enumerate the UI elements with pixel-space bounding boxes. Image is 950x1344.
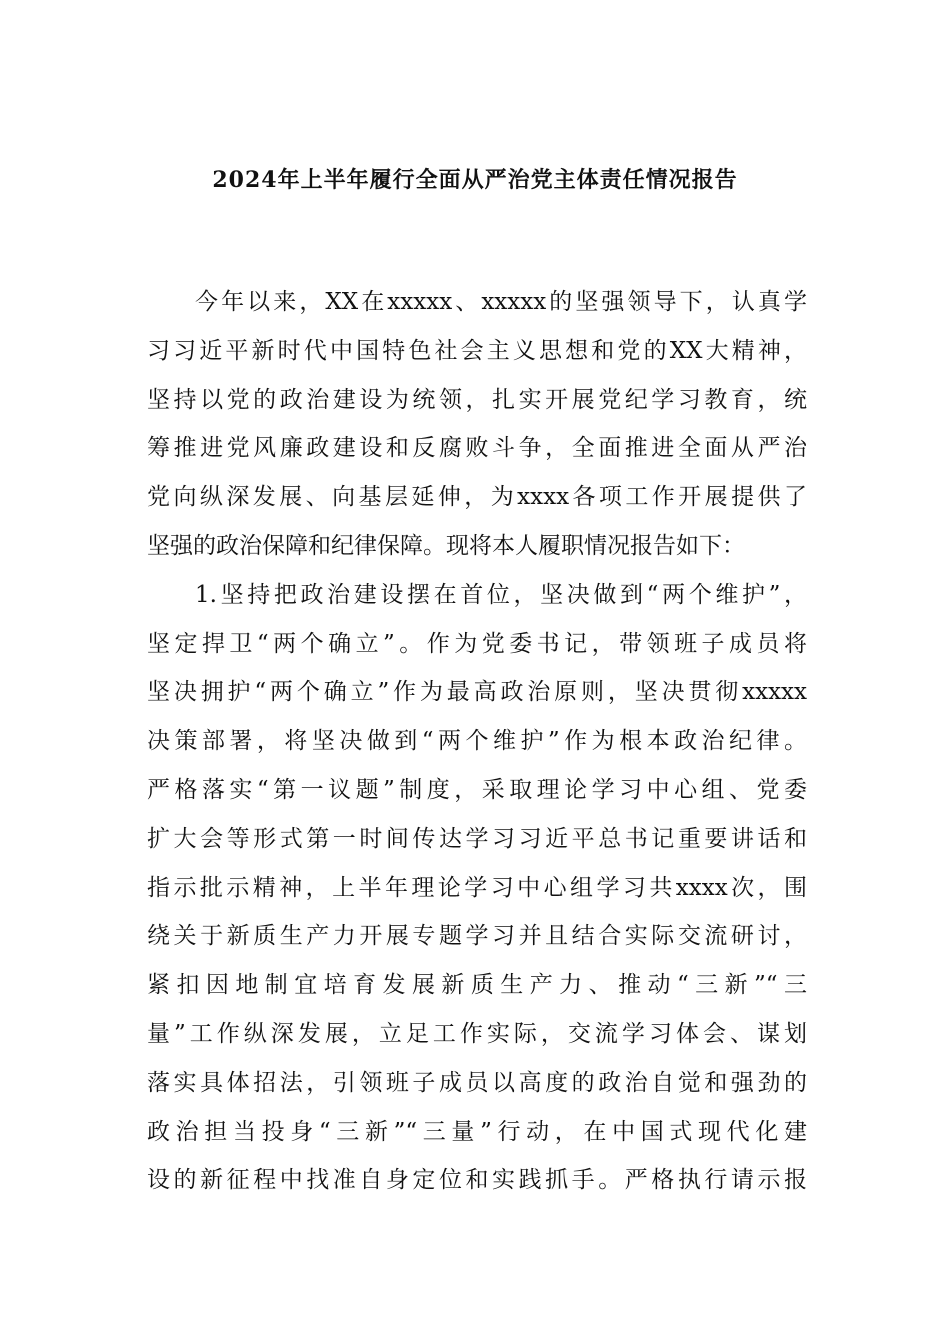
paragraph-line: 绕关于新质生产力开展专题学习并且结合实际交流研讨， xyxy=(147,923,807,950)
paragraph-line: 政治担当投身“三新”“三量”行动，在中国式现代化建 xyxy=(147,1118,807,1145)
paragraph-line: 筹推进党风廉政建设和反腐败斗争，全面推进全面从严治 xyxy=(147,435,807,462)
document-title: 2024年上半年履行全面从严治党主体责任情况报告 xyxy=(212,167,738,193)
paragraph-line: 坚强的政治保障和纪律保障。现将本人履职情况报告如下： xyxy=(147,532,745,559)
paragraph-line: 设的新征程中找准自身定位和实践抓手。严格执行请示报 xyxy=(147,1167,807,1194)
paragraph-line: 量”工作纵深发展，立足工作实际，交流学习体会、谋划 xyxy=(147,1020,807,1047)
paragraph-line: 紧扣因地制宜培育发展新质生产力、推动“三新”“三 xyxy=(147,972,807,999)
paragraph-line: 坚定捍卫“两个确立”。作为党委书记，带领班子成员将 xyxy=(147,630,807,657)
paragraph-line: 扩大会等形式第一时间传达学习习近平总书记重要讲话和 xyxy=(147,825,807,852)
paragraph-line: 严格落实“第一议题”制度，采取理论学习中心组、党委 xyxy=(147,776,807,803)
paragraph-line: 1.坚持把政治建设摆在首位，坚决做到“两个维护”， xyxy=(195,581,807,608)
document-body xyxy=(147,278,807,1205)
paragraph-line: 落实具体招法，引领班子成员以高度的政治自觉和强劲的 xyxy=(147,1069,807,1096)
paragraph-line: 决策部署，将坚决做到“两个维护”作为根本政治纪律。 xyxy=(147,728,807,755)
paragraph-line: 坚持以党的政治建设为统领，扎实开展党纪学习教育，统 xyxy=(147,386,807,413)
paragraph-line: 习习近平新时代中国特色社会主义思想和党的XX大精神， xyxy=(147,337,807,364)
paragraph-line: 今年以来，XX在xxxxx、xxxxx的坚强领导下，认真学 xyxy=(195,289,807,315)
paragraph-line: 党向纵深发展、向基层延伸，为xxxx各项工作开展提供了 xyxy=(147,484,807,511)
paragraph-line: 指示批示精神，上半年理论学习中心组学习共xxxx次，围 xyxy=(147,874,807,901)
paragraph-line: 坚决拥护“两个确立”作为最高政治原则，坚决贯彻xxxxx xyxy=(147,679,807,706)
